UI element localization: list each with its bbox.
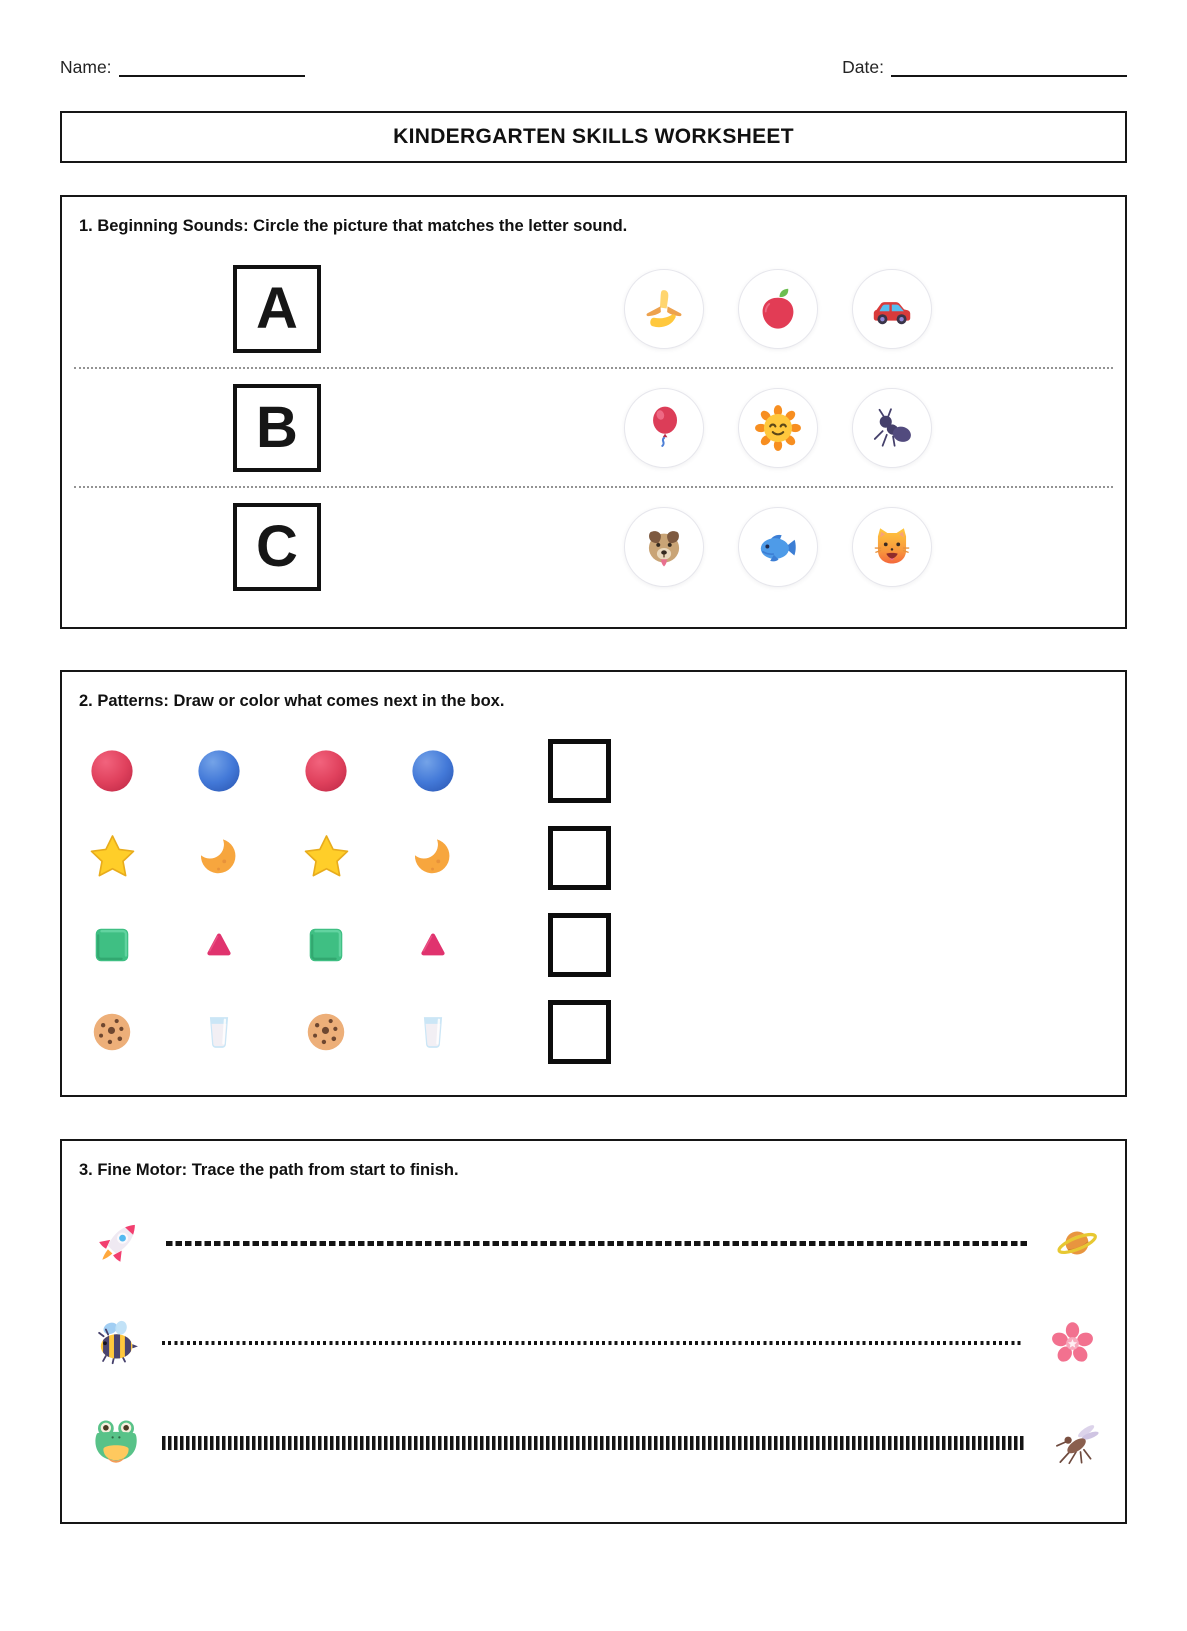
beginning-sounds-row (62, 488, 1125, 605)
sound-option-balloon[interactable] (624, 388, 704, 468)
apple-icon (753, 284, 803, 334)
sound-option-dog[interactable] (624, 507, 704, 587)
pattern-item-green-square (84, 901, 140, 988)
balloon-icon (639, 403, 689, 453)
sun-icon (753, 403, 803, 453)
trace-row (62, 1393, 1125, 1493)
pattern-item-star (298, 814, 354, 901)
pattern-item-milk (405, 988, 461, 1075)
sound-option-cat[interactable] (852, 507, 932, 587)
star-icon (300, 831, 353, 884)
dog-icon (639, 522, 689, 572)
date-input-line[interactable] (891, 61, 1127, 77)
trace-start-bee (89, 1316, 143, 1370)
ant-icon (867, 403, 917, 453)
section-beginning-sounds (60, 195, 1127, 629)
trace-path-dashed[interactable] (166, 1241, 1028, 1246)
worksheet-title-box (60, 111, 1127, 163)
moon-icon (410, 835, 456, 881)
blue-circle-icon (410, 748, 456, 794)
trace-start-rocket (89, 1214, 147, 1272)
sound-option-sun[interactable] (738, 388, 818, 468)
beginning-sounds-heading: 1. Beginning Sounds: Circle the picture that matches the letter sound. (79, 217, 628, 236)
pattern-answer-box[interactable] (548, 826, 611, 890)
trace-rows (62, 1193, 1125, 1493)
cookie-icon (87, 1007, 137, 1057)
pattern-item-milk (191, 988, 247, 1075)
trace-end-mosquito (1049, 1416, 1103, 1470)
sound-option-apple[interactable] (738, 269, 818, 349)
beginning-sounds-row (62, 369, 1125, 486)
green-square-icon (89, 922, 135, 968)
letter-card-a: A (233, 265, 321, 353)
trace-row (62, 1193, 1125, 1293)
pattern-item-cookie (84, 988, 140, 1075)
patterns-heading: 2. Patterns: Draw or color what comes next in the box. (79, 692, 505, 711)
section-patterns (60, 670, 1127, 1097)
name-field (60, 58, 305, 77)
header-row (60, 58, 1127, 77)
sound-options (624, 269, 932, 349)
red-circle-icon (303, 748, 349, 794)
pattern-item-pink-triangle (405, 901, 461, 988)
sound-options (624, 507, 932, 587)
ringed-planet-icon (1053, 1219, 1101, 1267)
pattern-answer-box[interactable] (548, 913, 611, 977)
pattern-item-green-square (298, 901, 354, 988)
sound-option-car[interactable] (852, 269, 932, 349)
milk-icon (196, 1009, 242, 1055)
bee-icon (89, 1316, 143, 1370)
rocket-icon (89, 1214, 147, 1272)
trace-end-cherry-blossom (1049, 1320, 1096, 1367)
pattern-item-pink-triangle (191, 901, 247, 988)
date-field (842, 58, 1127, 77)
mosquito-icon (1049, 1416, 1103, 1470)
sound-option-ant[interactable] (852, 388, 932, 468)
beginning-sounds-row (62, 250, 1125, 367)
pattern-row (62, 727, 1125, 814)
red-circle-icon (89, 748, 135, 794)
cat-icon (867, 522, 917, 572)
pattern-row (62, 901, 1125, 988)
pattern-item-red-circle (84, 727, 140, 814)
date-label: Date: (842, 57, 884, 77)
letter-card-b: B (233, 384, 321, 472)
pattern-answer-box[interactable] (548, 739, 611, 803)
car-icon (867, 284, 917, 334)
milk-icon (410, 1009, 456, 1055)
trace-path-dotted[interactable] (162, 1341, 1024, 1345)
frog-icon (89, 1416, 143, 1470)
cookie-icon (301, 1007, 351, 1057)
sound-option-fish[interactable] (738, 507, 818, 587)
trace-row (62, 1293, 1125, 1393)
pink-triangle-icon (411, 923, 455, 967)
page-title: KINDERGARTEN SKILLS WORKSHEET (393, 125, 794, 149)
name-input-line[interactable] (119, 61, 305, 77)
blue-circle-icon (196, 748, 242, 794)
pattern-rows (62, 727, 1125, 1075)
pattern-row (62, 814, 1125, 901)
trace-start-frog (89, 1416, 143, 1470)
green-square-icon (303, 922, 349, 968)
pattern-item-blue-circle (405, 727, 461, 814)
fine-motor-heading: 3. Fine Motor: Trace the path from start to finish. (79, 1161, 459, 1180)
sound-options (624, 388, 932, 468)
section-fine-motor (60, 1139, 1127, 1524)
pattern-item-red-circle (298, 727, 354, 814)
cherry-blossom-icon (1049, 1320, 1096, 1367)
sound-option-banana[interactable] (624, 269, 704, 349)
banana-icon (639, 284, 689, 334)
pattern-item-moon (405, 814, 461, 901)
pink-triangle-icon (197, 923, 241, 967)
name-label: Name: (60, 57, 112, 77)
pattern-item-moon (191, 814, 247, 901)
pattern-item-star (84, 814, 140, 901)
pattern-row (62, 988, 1125, 1075)
pattern-item-blue-circle (191, 727, 247, 814)
trace-path-bars[interactable] (162, 1436, 1024, 1450)
trace-end-ringed-planet (1053, 1219, 1101, 1267)
letter-card-c: C (233, 503, 321, 591)
pattern-item-cookie (298, 988, 354, 1075)
moon-icon (196, 835, 242, 881)
beginning-sounds-rows (62, 250, 1125, 605)
fish-icon (753, 522, 803, 572)
pattern-answer-box[interactable] (548, 1000, 611, 1064)
star-icon (86, 831, 139, 884)
